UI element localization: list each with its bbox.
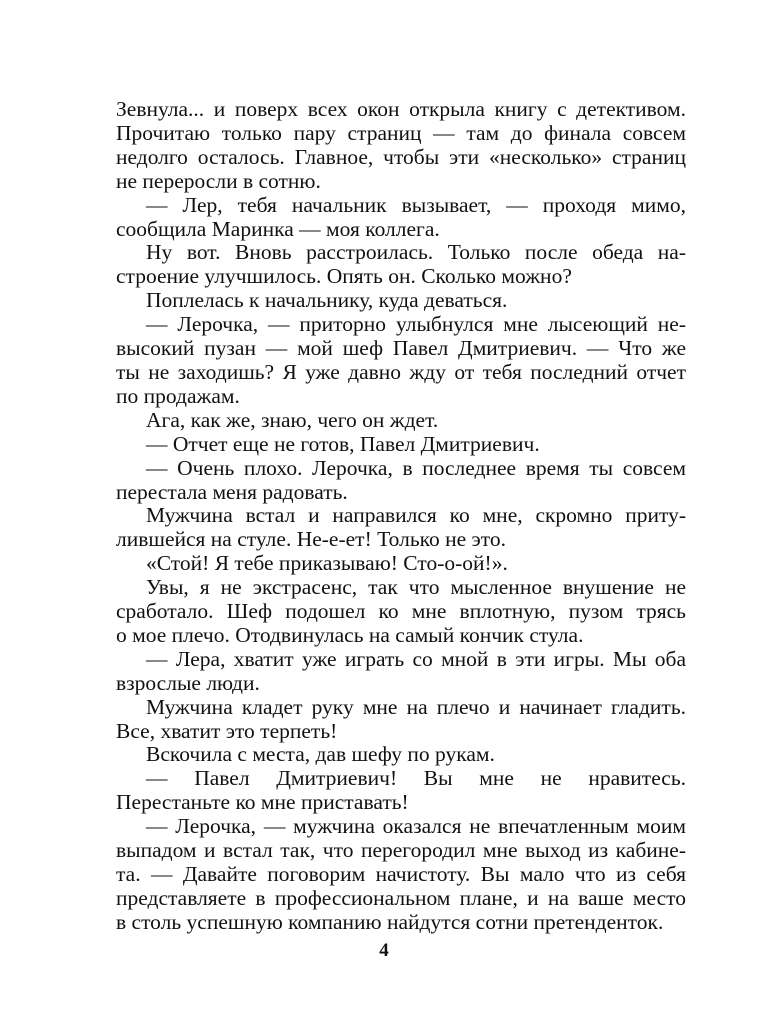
text-line: представляете в профессиональном плане, и на ваше место — [116, 885, 686, 910]
text-line: та. — Давайте поговорим начистоту. Вы мало что из себя — [116, 862, 686, 886]
text-line: по продажам. — [116, 383, 240, 408]
text-line: — Лер, тебя начальник вызывает, — проходя мимо, — [146, 192, 686, 217]
text-line: сработало. Шеф подошел ко мне вплотную, пузом трясь — [116, 599, 686, 624]
text-line: не переросли в сотню. — [116, 168, 321, 193]
text-line: Вскочила с места, дав шефу по рукам. — [146, 742, 495, 767]
text-line: ты не заходишь? Я уже давно жду от тебя последний отчет — [116, 359, 686, 384]
text-line: о мое плечо. Отодвинулась на самый кончик стула. — [116, 622, 584, 647]
text-line: — Павел Дмитриевич! Вы мне не нравитесь. — [146, 766, 686, 791]
text-line: — Отчет еще не готов, Павел Дмитриевич. — [146, 431, 540, 456]
text-line: «Стой! Я тебе приказываю! Сто-о-ой!». — [146, 551, 508, 576]
text-line: — Лера, хватит уже играть со мной в эти игры. Мы оба — [146, 646, 686, 671]
text-line: Мужчина встал и направился ко мне, скромно приту- — [146, 503, 686, 528]
text-line: Мужчина кладет руку мне на плечо и начинает гладить. — [146, 694, 686, 719]
text-line: Ага, как же, знаю, чего он ждет. — [146, 407, 439, 432]
text-line: Ну вот. Вновь расстроилась. Только после обеда на- — [146, 240, 686, 265]
text-line: Все, хватит это терпеть! — [116, 718, 338, 743]
text-line: Прочитаю только пару страниц — там до финала совсем — [116, 120, 686, 145]
text-line: — Лерочка, — приторно улыбнулся мне лысеющий не- — [146, 312, 686, 337]
text-line: Поплелась к начальнику, куда деваться. — [146, 288, 508, 313]
text-line: — Очень плохо. Лерочка, в последнее время ты совсем — [146, 455, 686, 480]
text-line: Зевнула... и поверх всех окон открыла книгу с детективом. — [116, 97, 686, 121]
text-line: взрослые люди. — [116, 670, 260, 695]
text-line: выпадом и встал так, что перегородил мне выход из кабине- — [116, 838, 686, 863]
text-line: — Лерочка, — мужчина оказался не впечатленным моим — [146, 814, 686, 839]
body-text — [116, 98, 686, 935]
text-line: перестала меня радовать. — [116, 479, 348, 504]
text-line: высокий пузан — мой шеф Павел Дмитриевич. — Что же — [116, 336, 686, 361]
text-line: Увы, я не экстрасенс, так что мысленное внушение не — [146, 575, 686, 600]
text-line: недолго осталось. Главное, чтобы эти «несколько» страниц — [116, 144, 686, 169]
page-number: 4 — [379, 940, 389, 961]
text-line: Перестаньте ко мне приставать! — [116, 790, 409, 815]
text-line: лившейся на стуле. Не-е-ет! Только не это. — [116, 527, 506, 552]
text-line: в столь успешную компанию найдутся сотни претенденток. — [116, 909, 664, 934]
text-line: сообщила Маринка — моя коллега. — [116, 216, 440, 241]
text-line: строение улучшилось. Опять он. Сколько можно? — [116, 264, 572, 289]
